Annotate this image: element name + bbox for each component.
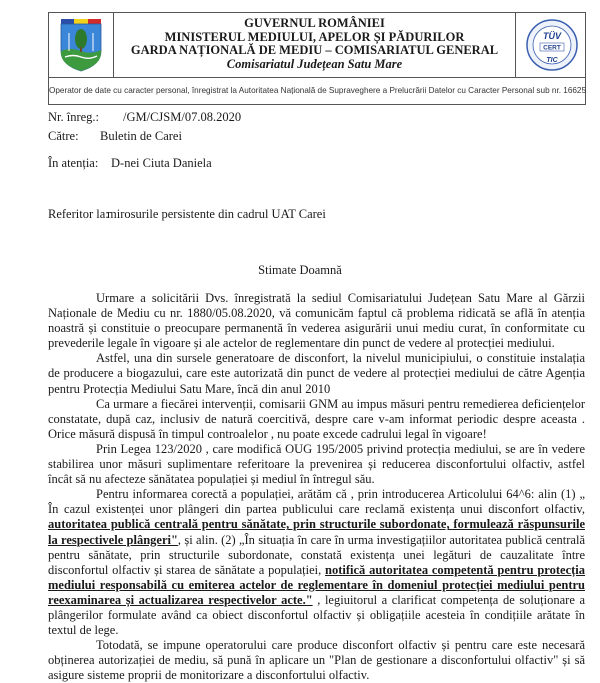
attention-label: În atenția: — [48, 156, 99, 170]
recipient-value: Buletin de Carei — [100, 129, 182, 143]
registration-number-line — [48, 110, 242, 125]
cert-label: CERT — [543, 44, 561, 52]
registration-value: /GM/CJSM/07.08.2020 — [123, 110, 242, 124]
data-operator-note: Operator de date cu caracter personal, înregistrat la Autoritatea Națională de Supraveghere a Prelucrării Datelor cu Caracter Personal sub nr. 16625 — [49, 86, 587, 95]
government-name: GUVERNUL ROMÂNIEI — [244, 16, 385, 30]
paragraph-gnm-measures: Ca urmare a fiecărei intervenții, comisarii GNM au impus măsuri pentru remedierea deficiențelor constatate, după caz, inclusiv de natură coercitivă, despre care v-am informat periodic despre aceasta . Orice măsură dispusă în timpul controalelor , nu poate excede cadrului legal în vigoare! — [48, 396, 585, 441]
attention-value: D-nei Ciuta Daniela — [111, 156, 212, 170]
article-alin1-quote: autoritatea publică centrală pentru sănătate, prin structurile subordonate, formulează răspunsurile la respectivele plângeri" — [48, 517, 585, 547]
tuv-cert-seal-icon — [525, 15, 579, 75]
salutation: Stimate Doamnă — [258, 263, 342, 277]
coat-of-arms-icon — [57, 17, 105, 73]
article-intro-text: Pentru informarea corectă a populației, arătăm că , prin introducerea Articolului 64^6: alin (1) „ În cazul existenței unor plângeri din partea publicului care reclamă existența unui disconfort olfactiv, — [48, 487, 585, 517]
paragraph-law-123-2020: Prin Legea 123/2020 , care modifică OUG 195/2005 privind protecția mediului, se are în vedere stabilirea unor măsuri suplimentare referitoare la prevenirea și reducerea disconfortului olfactiv, astfel încât să nu afecteze sănătatea populației și mediul în întregul său. — [48, 441, 585, 487]
agency-name: GARDA NAȚIONALĂ DE MEDIU – COMISARIATUL GENERAL — [130, 43, 499, 57]
subject-value: mirosurile persistente din cadrul UAT Carei — [107, 207, 326, 221]
cert-tic-label: TIC — [546, 57, 558, 64]
flag-stripe-blue — [61, 19, 74, 24]
flag-stripe-yellow — [74, 19, 88, 24]
letter-body — [48, 291, 585, 683]
subject-label: Referitor la: — [48, 207, 109, 221]
paragraph-request-ack: Urmare a solicitării Dvs. înregistrată la sediul Comisariatului Județean Satu Mare al Gărzii Naționale de Mediu cu nr. 1880/05.08.2020, vă comunicăm faptul că problema ridicată se află în atenția noastră și constituie o preocupare permanentă în vederea asigurării unui mediu curat, în conformitate cu prevederile legale în vigoare și ale actelor de reglementare din punct de vedere al protecției mediului. — [48, 291, 585, 351]
article-alin2-quote: notifică autoritatea competentă pentru protecția mediului responsabilă cu emiterea actelor de reglementare în domeniul protecției mediului pentru reexaminarea și actualizarea respectivelor acte." — [48, 562, 585, 607]
paragraph-biogas-source: Astfel, una din sursele generatoare de disconfort, la nivelul municipiului, o constituie instalația de producere a biogazului, care este autorizată din punct de vedere al protecției mediului de către Agenția pentru Protecția Mediului Satu Mare, încă din anul 2010 — [48, 351, 585, 396]
article-alin2-text: , și alin. (2) „În situația în care în urma investigațiilor autoritatea publică centrală pentru sănătate, prin structurile subordonate, constată existența unei legături de cauzalitate între disconfortul olfactiv și starea de sănătate a populației, — [48, 532, 585, 577]
paragraph-article-64-6 — [48, 487, 585, 638]
registration-label: Nr. înreg.: — [48, 110, 100, 124]
county-office-name: Comisariatul Județean Satu Mare — [226, 56, 403, 71]
ministry-name: MINISTERUL MEDIULUI, APELOR ȘI PĂDURILOR — [164, 29, 465, 44]
letterhead-title — [114, 13, 515, 77]
recipient-label: Către: — [48, 129, 79, 143]
paragraph-odor-plan: Totodată, se impune operatorului care produce disconfort olfactiv și pentru care este necesară obținerea autorizației de mediu, să pună în aplicare un "Plan de gestionare a disconfortului olfactiv" și să asigure sisteme proprii de monitorizare a disconfortului olfactiv. — [48, 638, 585, 683]
certification-cell — [515, 13, 585, 77]
article-conclusion-text: , legiuitorul a clarificat competența de soluționare a plângerilor formulate având ca obiect disconfortul olfactiv și obligațiile acesteia în condițiile arătate în textul de lege. — [48, 592, 585, 638]
recipient-line — [48, 129, 182, 144]
letterhead-top-row — [49, 13, 585, 78]
subject-line — [48, 207, 326, 222]
cert-brand-label: TÜV — [543, 31, 561, 41]
attention-line — [48, 156, 212, 171]
logo-cell — [49, 13, 114, 77]
flag-stripe-red — [88, 19, 101, 24]
letterhead — [48, 12, 586, 105]
